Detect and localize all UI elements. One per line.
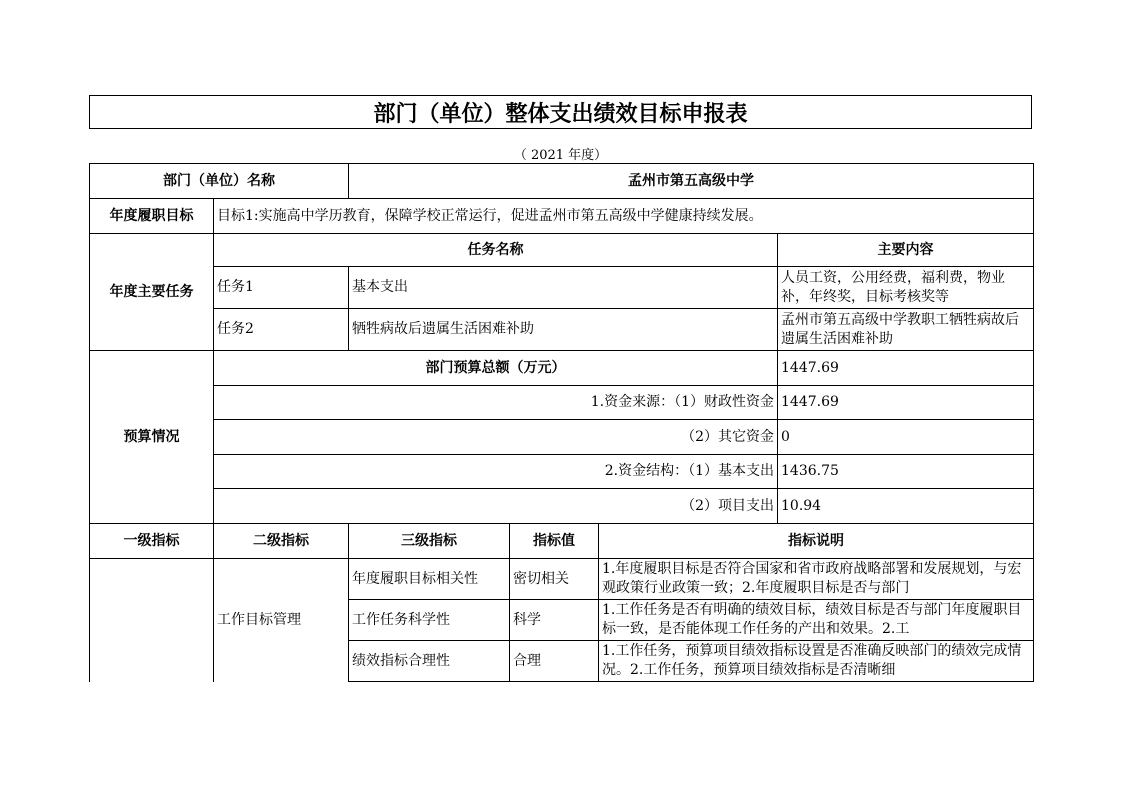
budget-total-value: 1447.69 (778, 351, 1034, 386)
budget-row-value: 0 (778, 420, 1034, 455)
tasks-col-content: 主要内容 (778, 234, 1034, 267)
form-title: 部门（单位）整体支出绩效目标申报表 (89, 95, 1032, 129)
performance-form-table (89, 163, 1034, 682)
level1-cell (90, 559, 214, 682)
header-value: 指标值 (510, 524, 599, 559)
budget-row-label: （2）项目支出 (214, 489, 778, 524)
year-line: （ 2021 年度） (513, 148, 608, 163)
value-cell: 密切相关 (510, 559, 599, 600)
header-desc: 指标说明 (599, 524, 1034, 559)
task-name: 基本支出 (349, 267, 778, 309)
header-level1: 一级指标 (90, 524, 214, 559)
budget-row (90, 420, 1034, 455)
task-name: 牺牲病故后遗属生活困难补助 (349, 309, 778, 351)
desc-cell: 1.年度履职目标是否符合国家和省市政府战略部署和发展规划，与宏观政策行业政策一致；2.年度履职目标是否与部门 (602, 561, 1022, 596)
desc-cell: 1.工作任务，预算项目绩效指标设置是否准确反映部门的绩效完成情况。2.工作任务，预算项目绩效指标是否清晰细 (602, 643, 1022, 678)
task-content: 人员工资，公用经费，福利费，物业补，年终奖，目标考核奖等 (781, 269, 1005, 305)
budget-row (90, 489, 1034, 524)
level3-cell: 绩效指标合理性 (349, 641, 510, 682)
budget-total-label: 部门预算总额（万元） (214, 351, 778, 386)
budget-row-value: 1447.69 (778, 386, 1034, 420)
task-row (90, 267, 1034, 309)
value-cell: 合理 (510, 641, 599, 682)
value-cell: 科学 (510, 600, 599, 641)
budget-row-value: 1436.75 (778, 455, 1034, 489)
budget-row-value: 10.94 (778, 489, 1034, 524)
dept-label: 部门（单位）名称 (90, 164, 349, 199)
indicator-row (90, 559, 1034, 600)
budget-row (90, 455, 1034, 489)
header-level2: 二级指标 (214, 524, 349, 559)
task-row (90, 309, 1034, 351)
task-content: 孟州市第五高级中学教职工牺牲病故后遗属生活困难补助 (781, 311, 1019, 347)
dept-value: 孟州市第五高级中学 (349, 164, 1034, 199)
header-level3: 三级指标 (349, 524, 510, 559)
budget-label: 预算情况 (90, 351, 214, 524)
task-id: 任务2 (214, 309, 349, 351)
desc-cell: 1.工作任务是否有明确的绩效目标，绩效目标是否与部门年度履职目标一致，是否能体现工作任务的产出和效果。2.工 (602, 602, 1022, 637)
annual-goal-value: 目标1:实施高中学历教育，保障学校正常运行，促进孟州市第五高级中学健康持续发展。 (214, 199, 1034, 234)
annual-goal-label: 年度履职目标 (90, 199, 214, 234)
budget-row-label: （2）其它资金 (214, 420, 778, 455)
budget-row-label: 1.资金来源：（1）财政性资金 (214, 386, 778, 420)
level3-cell: 年度履职目标相关性 (349, 559, 510, 600)
budget-row (90, 386, 1034, 420)
level2-cell: 工作目标管理 (214, 559, 349, 682)
budget-row-label: 2.资金结构：（1）基本支出 (214, 455, 778, 489)
tasks-col-name: 任务名称 (214, 234, 778, 267)
tasks-label: 年度主要任务 (90, 234, 214, 351)
indicator-header-row (90, 524, 1034, 559)
task-id: 任务1 (214, 267, 349, 309)
level3-cell: 工作任务科学性 (349, 600, 510, 641)
